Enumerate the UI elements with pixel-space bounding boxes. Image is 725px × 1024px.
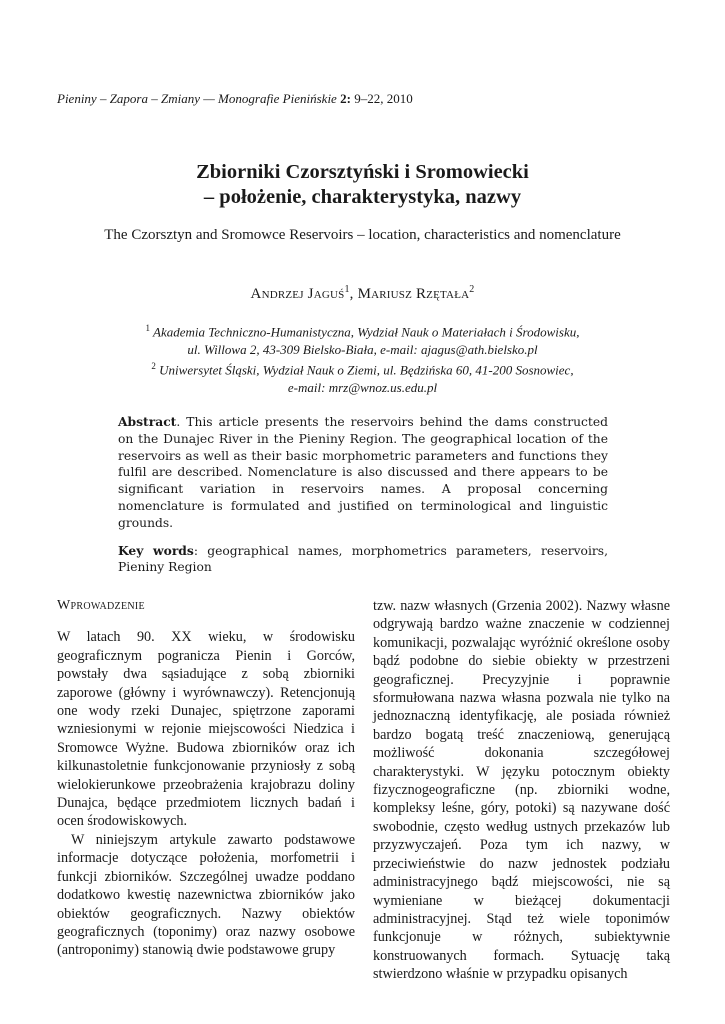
author-2-affil-mark: 2 <box>469 284 475 295</box>
abstract-paragraph <box>118 414 608 532</box>
body-column-left <box>57 597 355 960</box>
author-1: Andrzej Jaguś <box>250 286 345 302</box>
affiliation-1-mark: 1 <box>145 323 151 333</box>
affiliation-1-line-1: $^1$ Akademia Techniczno-Humanistyczna, Wydział Nauk o Materiałach i Środowisku, <box>145 323 580 340</box>
author-2: Mariusz Rzętała <box>357 286 470 302</box>
keywords-paragraph <box>118 543 608 577</box>
author-1-affil-mark: 1 <box>344 284 350 295</box>
author-separator: , <box>349 286 358 302</box>
affiliations <box>57 320 668 396</box>
body-column-right <box>373 597 670 984</box>
abstract-block <box>118 414 608 576</box>
affiliation-2-line-2: e-mail: mrz@wnoz.us.edu.pl <box>287 379 438 395</box>
english-title: The Czorsztyn and Sromowce Reservoirs – location, characteristics and nomenclature <box>104 227 621 243</box>
running-head-series: Pieniny – Zapora – Zmiany — Monografie Pienińskie <box>57 91 337 106</box>
running-head-volume: 2: <box>340 91 351 106</box>
affiliation-2-mark: 2 <box>151 360 156 371</box>
paper-title <box>57 160 668 210</box>
body-paragraph-1: W latach 90. XX wieku, w środowisku geograficznym pogranicza Pienin i Gorców, powstały dwa sąsiadujące z sobą zbiorniki zaporowe (główny i wyrównawczy). Retencjonują one wody rzeki Dunajec, spiętrzone zaporami wzniesionymi w rejonie miejscowości Niedzica i Sromowce Wyżne. Budowa zbiorników oraz ich kilkunastoletnie funkcjonowanie przyniosły z sobą wielokierunkowe przeobrażenia krajobrazu doliny Dunajca, będące przedmiotem licznych badań i ocen środowiskowych. <box>57 629 355 830</box>
body-paragraph-3: tzw. nazw własnych (Grzenia 2002). Nazwy własne odgrywają bardzo ważne znaczenie w codziennej komunikacji, pozwalając wyróżnić określone osoby bądź podobne do siebie obiekty w przestrzeni geograficznej. Precyzyjnie i poprawnie sformułowana nazwa własna pozwala nie tylko na jednoznaczną identyfikację, ale posiada również bardzo bogatą treść znaczeniową, generującą możliwość dokonania szczegółowej charakterystyki. W języku potocznym obiekty fizycznogeograficzne (np. zbiorniki wodne, kompleksy leśne, góry, potoki) są nazywane dość swobodnie, często według ustnych przekazów lub przyzwyczajeń. Poza tym ich nazwy, w przeciwieństwie do nazw jednostek podziału administracyjnego bądź miejscowości, nie są wymieniane w bieżącej dokumentacji administracyjnej. Stąd też wiele toponimów funkcjonuje w różnych, subiektywnie konstruowanych formach. Sytuację taką stwierdzono właśnie w przypadku opisanych <box>373 598 670 983</box>
body-paragraph-2: W niniejszym artykule zawarto podstawowe informacje dotyczące położenia, morfometrii i funkcji zbiorników. Szczególnej uwadze poddano dodatkowo kwestię nazewnictwa zbiorników jako obiektów geograficznych. Nazwy obiektów geograficznych (toponimy) oraz nazwy osobowe (antroponimy) stanowią dwie podstawowe grupy <box>57 831 355 959</box>
abstract-label: Abstract <box>118 414 177 429</box>
author-list <box>57 280 668 304</box>
title-line-1: Zbiorniki Czorsztyński i Sromowiecki <box>196 161 529 183</box>
keywords-label: Key words <box>118 542 194 558</box>
abstract-text: . This article presents the reservoirs behind the dams constructed on the Dunajec River in the Pieniny Region. The geographical location of the reservoirs as well as their basic morphometric parameters and functions they fulfil are described. Nomenclature is also discussed and there appears to be significant variation in reservoirs names. A proposal concerning nomenclature is formulated and justified on terminological and linguistic grounds. <box>118 415 608 530</box>
affiliation-2-line-1: $^2$ Uniwersytet Śląski, Wydział Nauk o Ziemi, ul. Będzińska 60, 41-200 Sosnowiec, <box>151 360 574 378</box>
keywords-text: : geographical names, morphometrics parameters, reservoirs, Pieniny Region <box>118 543 608 575</box>
affiliation-1-line-2: ul. Willowa 2, 43-309 Bielsko-Biała, e-mail: ajagus@ath.bielsko.pl <box>187 341 538 357</box>
section-heading: Wprowadzenie <box>57 598 145 613</box>
running-head-pages: 9–22, 2010 <box>354 91 413 106</box>
title-line-2: – położenie, charakterystyka, nazwy <box>203 186 522 208</box>
running-head <box>57 91 677 107</box>
